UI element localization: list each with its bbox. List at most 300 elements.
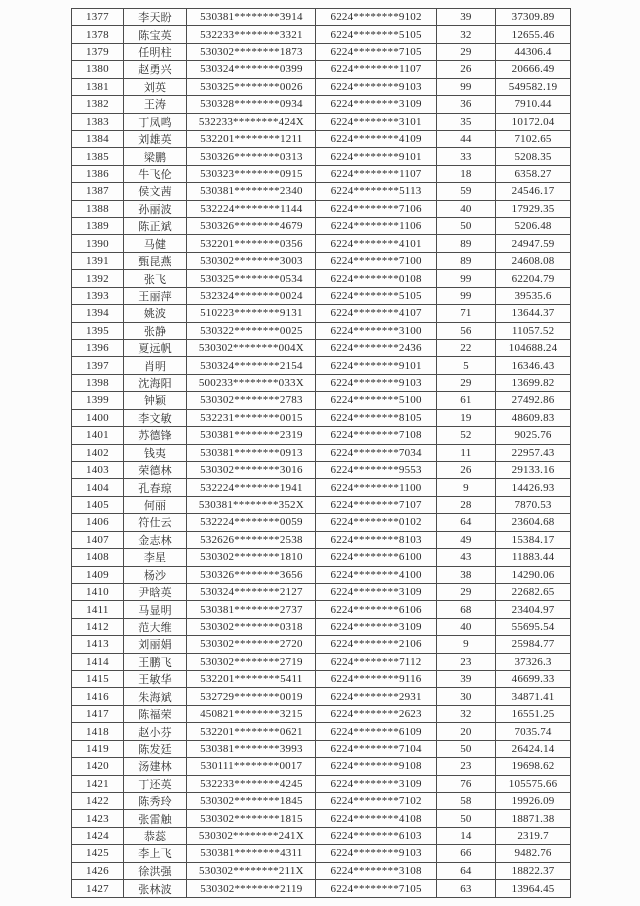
- cell-count: 32: [436, 26, 495, 43]
- table-row: [72, 409, 571, 426]
- cell-amount: 5208.35: [496, 148, 571, 165]
- cell-row-number: 1381: [72, 78, 124, 95]
- cell-amount: 14426.93: [496, 479, 571, 496]
- cell-masked-id-number: 532233********424X: [187, 113, 316, 130]
- cell-masked-card-number: 6224********7105: [316, 880, 436, 898]
- cell-row-number: 1398: [72, 374, 124, 391]
- cell-masked-id-number: 530324********0399: [187, 61, 316, 78]
- table-row: [72, 531, 571, 548]
- table-row: [72, 705, 571, 722]
- cell-amount: 46699.33: [496, 671, 571, 688]
- cell-masked-id-number: 532201********1211: [187, 130, 316, 147]
- cell-masked-card-number: 6224********3109: [316, 618, 436, 635]
- cell-masked-id-number: 530381********2737: [187, 601, 316, 618]
- cell-amount: 7102.65: [496, 130, 571, 147]
- cell-masked-card-number: 6224********5105: [316, 26, 436, 43]
- cell-masked-card-number: 6224********9116: [316, 671, 436, 688]
- cell-person-name: 李文敏: [123, 409, 186, 426]
- table-row: [72, 427, 571, 444]
- cell-person-name: 陈宝英: [123, 26, 186, 43]
- cell-row-number: 1410: [72, 583, 124, 600]
- cell-row-number: 1411: [72, 601, 124, 618]
- cell-masked-id-number: 532233********4245: [187, 775, 316, 792]
- cell-masked-id-number: 530326********0313: [187, 148, 316, 165]
- cell-person-name: 张静: [123, 322, 186, 339]
- cell-person-name: 王敏华: [123, 671, 186, 688]
- table-row: [72, 740, 571, 757]
- cell-count: 29: [436, 374, 495, 391]
- cell-amount: 24546.17: [496, 183, 571, 200]
- table-row: [72, 357, 571, 374]
- table-row: [72, 270, 571, 287]
- cell-masked-card-number: 6224********9103: [316, 374, 436, 391]
- cell-masked-id-number: 532729********0019: [187, 688, 316, 705]
- cell-person-name: 尹晗英: [123, 583, 186, 600]
- cell-row-number: 1419: [72, 740, 124, 757]
- cell-amount: 23404.97: [496, 601, 571, 618]
- cell-row-number: 1384: [72, 130, 124, 147]
- cell-row-number: 1405: [72, 496, 124, 513]
- cell-masked-id-number: 532201********5411: [187, 671, 316, 688]
- cell-masked-card-number: 6224********1107: [316, 165, 436, 182]
- cell-row-number: 1402: [72, 444, 124, 461]
- table-row: [72, 9, 571, 26]
- cell-count: 43: [436, 549, 495, 566]
- cell-count: 5: [436, 357, 495, 374]
- cell-amount: 62204.79: [496, 270, 571, 287]
- cell-masked-card-number: 6224********0108: [316, 270, 436, 287]
- cell-masked-id-number: 530302********2719: [187, 653, 316, 670]
- table-row: [72, 583, 571, 600]
- cell-masked-card-number: 6224********7102: [316, 792, 436, 809]
- cell-masked-id-number: 530302********3016: [187, 461, 316, 478]
- cell-count: 26: [436, 61, 495, 78]
- cell-count: 63: [436, 880, 495, 898]
- cell-count: 35: [436, 113, 495, 130]
- cell-row-number: 1406: [72, 514, 124, 531]
- table-row: [72, 287, 571, 304]
- table-row: [72, 183, 571, 200]
- cell-person-name: 赵勇兴: [123, 61, 186, 78]
- cell-amount: 12655.46: [496, 26, 571, 43]
- table-row: [72, 514, 571, 531]
- cell-count: 52: [436, 427, 495, 444]
- cell-row-number: 1385: [72, 148, 124, 165]
- cell-amount: 19926.09: [496, 792, 571, 809]
- cell-count: 50: [436, 810, 495, 827]
- table-row: [72, 758, 571, 775]
- table-row: [72, 61, 571, 78]
- cell-row-number: 1425: [72, 845, 124, 862]
- cell-count: 39: [436, 671, 495, 688]
- cell-person-name: 孙丽波: [123, 200, 186, 217]
- cell-row-number: 1427: [72, 880, 124, 898]
- cell-count: 11: [436, 444, 495, 461]
- table-row: [72, 880, 571, 898]
- cell-person-name: 符仕云: [123, 514, 186, 531]
- cell-masked-id-number: 532231********0015: [187, 409, 316, 426]
- cell-amount: 18871.38: [496, 810, 571, 827]
- cell-amount: 11057.52: [496, 322, 571, 339]
- cell-person-name: 马显明: [123, 601, 186, 618]
- cell-masked-id-number: 530322********0025: [187, 322, 316, 339]
- cell-person-name: 荣德林: [123, 461, 186, 478]
- cell-masked-id-number: 532224********1144: [187, 200, 316, 217]
- cell-masked-card-number: 6224********7108: [316, 427, 436, 444]
- table-row: [72, 601, 571, 618]
- cell-masked-card-number: 6224********7105: [316, 43, 436, 60]
- cell-masked-id-number: 532224********0059: [187, 514, 316, 531]
- cell-amount: 24947.59: [496, 235, 571, 252]
- cell-row-number: 1388: [72, 200, 124, 217]
- cell-person-name: 马健: [123, 235, 186, 252]
- cell-count: 71: [436, 305, 495, 322]
- cell-masked-card-number: 6224********7104: [316, 740, 436, 757]
- cell-count: 89: [436, 252, 495, 269]
- cell-row-number: 1386: [72, 165, 124, 182]
- table-row: [72, 218, 571, 235]
- cell-person-name: 王鹏飞: [123, 653, 186, 670]
- cell-masked-id-number: 530302********1810: [187, 549, 316, 566]
- table-row: [72, 566, 571, 583]
- cell-person-name: 陈正斌: [123, 218, 186, 235]
- table-row: [72, 792, 571, 809]
- cell-count: 64: [436, 862, 495, 879]
- cell-count: 44: [436, 130, 495, 147]
- cell-count: 99: [436, 270, 495, 287]
- cell-count: 89: [436, 235, 495, 252]
- cell-count: 49: [436, 531, 495, 548]
- cell-person-name: 徐洪强: [123, 862, 186, 879]
- cell-masked-card-number: 6224********3109: [316, 775, 436, 792]
- table-row: [72, 130, 571, 147]
- cell-person-name: 王丽萍: [123, 287, 186, 304]
- cell-row-number: 1382: [72, 96, 124, 113]
- table-row: [72, 671, 571, 688]
- cell-count: 26: [436, 461, 495, 478]
- cell-masked-card-number: 6224********7100: [316, 252, 436, 269]
- cell-masked-id-number: 530302********2720: [187, 636, 316, 653]
- table-row: [72, 374, 571, 391]
- cell-masked-id-number: 530381********2340: [187, 183, 316, 200]
- cell-row-number: 1378: [72, 26, 124, 43]
- cell-masked-card-number: 6224********8105: [316, 409, 436, 426]
- cell-row-number: 1389: [72, 218, 124, 235]
- cell-masked-card-number: 6224********6106: [316, 601, 436, 618]
- cell-count: 36: [436, 96, 495, 113]
- cell-person-name: 甄昆燕: [123, 252, 186, 269]
- cell-person-name: 姚波: [123, 305, 186, 322]
- cell-count: 32: [436, 705, 495, 722]
- cell-person-name: 李天盼: [123, 9, 186, 26]
- cell-person-name: 刘丽娟: [123, 636, 186, 653]
- cell-masked-id-number: 530324********2154: [187, 357, 316, 374]
- cell-masked-card-number: 6224********3108: [316, 862, 436, 879]
- cell-person-name: 任明柱: [123, 43, 186, 60]
- cell-person-name: 丁凤鸣: [123, 113, 186, 130]
- cell-count: 9: [436, 479, 495, 496]
- cell-masked-card-number: 6224********9553: [316, 461, 436, 478]
- cell-masked-id-number: 530302********1845: [187, 792, 316, 809]
- cell-row-number: 1413: [72, 636, 124, 653]
- cell-masked-card-number: 6224********7034: [316, 444, 436, 461]
- cell-person-name: 牛飞伦: [123, 165, 186, 182]
- table-row: [72, 549, 571, 566]
- table-row: [72, 148, 571, 165]
- cell-row-number: 1403: [72, 461, 124, 478]
- cell-count: 18: [436, 165, 495, 182]
- cell-person-name: 丁还英: [123, 775, 186, 792]
- cell-masked-card-number: 6224********3100: [316, 322, 436, 339]
- table-row: [72, 775, 571, 792]
- table-row: [72, 113, 571, 130]
- cell-count: 64: [436, 514, 495, 531]
- cell-person-name: 钟颖: [123, 392, 186, 409]
- cell-amount: 18822.37: [496, 862, 571, 879]
- cell-count: 50: [436, 740, 495, 757]
- cell-person-name: 恭蕊: [123, 827, 186, 844]
- cell-count: 68: [436, 601, 495, 618]
- cell-amount: 104688.24: [496, 340, 571, 357]
- cell-masked-id-number: 530325********0026: [187, 78, 316, 95]
- table-row: [72, 252, 571, 269]
- cell-amount: 11883.44: [496, 549, 571, 566]
- cell-person-name: 钱夷: [123, 444, 186, 461]
- cell-amount: 44306.4: [496, 43, 571, 60]
- cell-masked-id-number: 532201********0621: [187, 723, 316, 740]
- cell-amount: 15384.17: [496, 531, 571, 548]
- cell-row-number: 1392: [72, 270, 124, 287]
- cell-person-name: 陈发廷: [123, 740, 186, 757]
- cell-masked-id-number: 530302********1815: [187, 810, 316, 827]
- cell-row-number: 1387: [72, 183, 124, 200]
- table-row: [72, 636, 571, 653]
- cell-amount: 29133.16: [496, 461, 571, 478]
- cell-masked-id-number: 530302********2119: [187, 880, 316, 898]
- cell-masked-card-number: 6224********9101: [316, 357, 436, 374]
- cell-person-name: 梁鹏: [123, 148, 186, 165]
- cell-count: 19: [436, 409, 495, 426]
- cell-person-name: 陈秀玲: [123, 792, 186, 809]
- cell-masked-id-number: 530325********0534: [187, 270, 316, 287]
- cell-person-name: 陈福荣: [123, 705, 186, 722]
- cell-masked-id-number: 530381********0913: [187, 444, 316, 461]
- cell-masked-id-number: 530302********2783: [187, 392, 316, 409]
- cell-masked-card-number: 6224********9108: [316, 758, 436, 775]
- cell-row-number: 1399: [72, 392, 124, 409]
- table-row: [72, 688, 571, 705]
- cell-masked-id-number: 450821********3215: [187, 705, 316, 722]
- cell-masked-id-number: 530324********2127: [187, 583, 316, 600]
- cell-row-number: 1395: [72, 322, 124, 339]
- cell-count: 29: [436, 583, 495, 600]
- table-row: [72, 444, 571, 461]
- cell-count: 40: [436, 618, 495, 635]
- cell-amount: 22682.65: [496, 583, 571, 600]
- cell-masked-id-number: 532201********0356: [187, 235, 316, 252]
- cell-masked-id-number: 530111********0017: [187, 758, 316, 775]
- cell-row-number: 1415: [72, 671, 124, 688]
- table-row: [72, 305, 571, 322]
- cell-amount: 20666.49: [496, 61, 571, 78]
- cell-masked-card-number: 6224********2623: [316, 705, 436, 722]
- cell-masked-card-number: 6224********0102: [316, 514, 436, 531]
- cell-person-name: 朱海斌: [123, 688, 186, 705]
- cell-masked-card-number: 6224********3101: [316, 113, 436, 130]
- cell-person-name: 李星: [123, 549, 186, 566]
- table-row: [72, 200, 571, 217]
- cell-count: 29: [436, 43, 495, 60]
- cell-row-number: 1404: [72, 479, 124, 496]
- cell-masked-card-number: 6224********5113: [316, 183, 436, 200]
- cell-person-name: 刘英: [123, 78, 186, 95]
- cell-count: 66: [436, 845, 495, 862]
- cell-masked-card-number: 6224********8103: [316, 531, 436, 548]
- cell-masked-card-number: 6224********7106: [316, 200, 436, 217]
- cell-person-name: 肖明: [123, 357, 186, 374]
- cell-masked-id-number: 530381********2319: [187, 427, 316, 444]
- cell-count: 38: [436, 566, 495, 583]
- cell-amount: 9482.76: [496, 845, 571, 862]
- cell-amount: 17929.35: [496, 200, 571, 217]
- cell-amount: 13964.45: [496, 880, 571, 898]
- cell-row-number: 1390: [72, 235, 124, 252]
- cell-masked-card-number: 6224********1107: [316, 61, 436, 78]
- cell-masked-id-number: 530381********4311: [187, 845, 316, 862]
- cell-count: 30: [436, 688, 495, 705]
- table-row: [72, 723, 571, 740]
- cell-masked-card-number: 6224********6103: [316, 827, 436, 844]
- cell-person-name: 孔春琼: [123, 479, 186, 496]
- cell-masked-card-number: 6224********7112: [316, 653, 436, 670]
- cell-row-number: 1383: [72, 113, 124, 130]
- cell-row-number: 1416: [72, 688, 124, 705]
- cell-row-number: 1409: [72, 566, 124, 583]
- table-row: [72, 96, 571, 113]
- cell-person-name: 何丽: [123, 496, 186, 513]
- cell-masked-card-number: 6224********4101: [316, 235, 436, 252]
- cell-count: 99: [436, 287, 495, 304]
- cell-masked-id-number: 530302********211X: [187, 862, 316, 879]
- cell-amount: 27492.86: [496, 392, 571, 409]
- cell-amount: 549582.19: [496, 78, 571, 95]
- cell-masked-id-number: 530302********0318: [187, 618, 316, 635]
- cell-amount: 2319.7: [496, 827, 571, 844]
- cell-person-name: 张林波: [123, 880, 186, 898]
- cell-count: 39: [436, 9, 495, 26]
- cell-amount: 6358.27: [496, 165, 571, 182]
- cell-person-name: 赵小芬: [123, 723, 186, 740]
- cell-masked-id-number: 532324********0024: [187, 287, 316, 304]
- table-row: [72, 392, 571, 409]
- cell-masked-card-number: 6224********4107: [316, 305, 436, 322]
- cell-masked-card-number: 6224********1100: [316, 479, 436, 496]
- cell-person-name: 金志林: [123, 531, 186, 548]
- cell-amount: 9025.76: [496, 427, 571, 444]
- cell-row-number: 1393: [72, 287, 124, 304]
- cell-masked-card-number: 6224********2436: [316, 340, 436, 357]
- table-row: [72, 340, 571, 357]
- records-table: [71, 8, 571, 898]
- cell-masked-card-number: 6224********2106: [316, 636, 436, 653]
- table-row: [72, 827, 571, 844]
- table-row: [72, 235, 571, 252]
- cell-row-number: 1418: [72, 723, 124, 740]
- cell-masked-card-number: 6224********4100: [316, 566, 436, 583]
- cell-masked-id-number: 530326********3656: [187, 566, 316, 583]
- cell-person-name: 沈海阳: [123, 374, 186, 391]
- cell-row-number: 1426: [72, 862, 124, 879]
- cell-amount: 105575.66: [496, 775, 571, 792]
- cell-count: 56: [436, 322, 495, 339]
- cell-masked-card-number: 6224********3109: [316, 583, 436, 600]
- cell-person-name: 张雷触: [123, 810, 186, 827]
- cell-masked-card-number: 6224********6100: [316, 549, 436, 566]
- cell-amount: 13699.82: [496, 374, 571, 391]
- cell-amount: 34871.41: [496, 688, 571, 705]
- cell-amount: 7910.44: [496, 96, 571, 113]
- table-row: [72, 496, 571, 513]
- cell-row-number: 1396: [72, 340, 124, 357]
- cell-masked-id-number: 530381********352X: [187, 496, 316, 513]
- cell-masked-id-number: 530302********241X: [187, 827, 316, 844]
- cell-person-name: 刘雄英: [123, 130, 186, 147]
- table-row: [72, 810, 571, 827]
- cell-amount: 5206.48: [496, 218, 571, 235]
- cell-count: 50: [436, 218, 495, 235]
- cell-row-number: 1380: [72, 61, 124, 78]
- cell-masked-card-number: 6224********9101: [316, 148, 436, 165]
- cell-masked-id-number: 530302********1873: [187, 43, 316, 60]
- cell-masked-card-number: 6224********3109: [316, 96, 436, 113]
- cell-masked-id-number: 510223********9131: [187, 305, 316, 322]
- cell-masked-id-number: 530381********3993: [187, 740, 316, 757]
- cell-person-name: 杨沙: [123, 566, 186, 583]
- cell-masked-id-number: 530323********0915: [187, 165, 316, 182]
- cell-masked-card-number: 6224********5105: [316, 287, 436, 304]
- cell-amount: 22957.43: [496, 444, 571, 461]
- cell-amount: 48609.83: [496, 409, 571, 426]
- cell-row-number: 1414: [72, 653, 124, 670]
- cell-row-number: 1401: [72, 427, 124, 444]
- cell-amount: 24608.08: [496, 252, 571, 269]
- cell-row-number: 1407: [72, 531, 124, 548]
- cell-count: 28: [436, 496, 495, 513]
- cell-person-name: 侯文茜: [123, 183, 186, 200]
- cell-count: 59: [436, 183, 495, 200]
- cell-masked-id-number: 532626********2538: [187, 531, 316, 548]
- cell-count: 76: [436, 775, 495, 792]
- cell-amount: 55695.54: [496, 618, 571, 635]
- table-row: [72, 479, 571, 496]
- table-row: [72, 165, 571, 182]
- cell-count: 40: [436, 200, 495, 217]
- cell-row-number: 1408: [72, 549, 124, 566]
- cell-masked-card-number: 6224********6109: [316, 723, 436, 740]
- cell-masked-card-number: 6224********9103: [316, 845, 436, 862]
- table-row: [72, 845, 571, 862]
- cell-masked-id-number: 530328********0934: [187, 96, 316, 113]
- cell-person-name: 汤建林: [123, 758, 186, 775]
- cell-amount: 37326.3: [496, 653, 571, 670]
- cell-masked-id-number: 530302********004X: [187, 340, 316, 357]
- cell-row-number: 1423: [72, 810, 124, 827]
- table-row: [72, 43, 571, 60]
- cell-row-number: 1379: [72, 43, 124, 60]
- cell-masked-card-number: 6224********9102: [316, 9, 436, 26]
- cell-amount: 19698.62: [496, 758, 571, 775]
- cell-masked-id-number: 530381********3914: [187, 9, 316, 26]
